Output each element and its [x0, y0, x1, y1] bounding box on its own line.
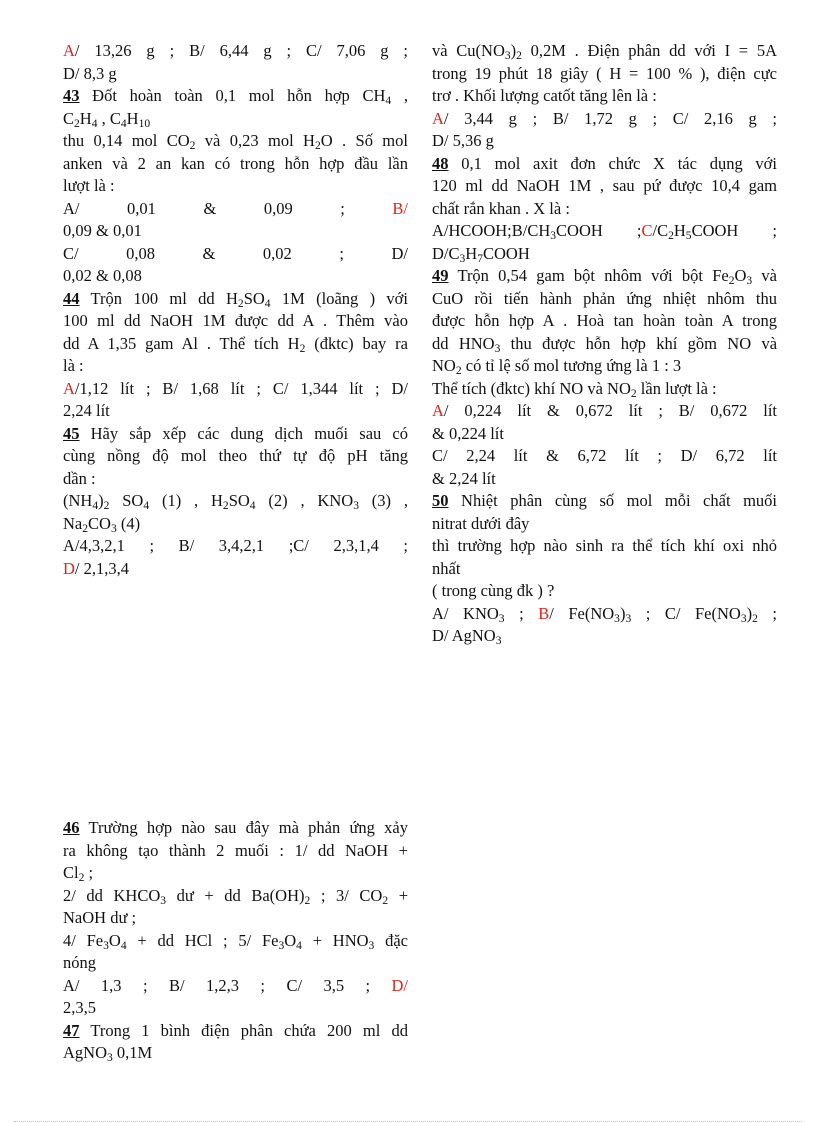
q44-line4: là : [63, 356, 84, 375]
q48-line3: chất rắn khan . X là : [432, 198, 570, 218]
q49-answer-b-cont: & 0,224 lít [432, 423, 504, 443]
q43-option-b-value: 0,09 & 0,01 [63, 221, 142, 240]
q44-line2: 100 ml dd NaOH 1M được dd A . Thêm vào [63, 311, 408, 330]
q43-line1: 43 Đốt hoàn toàn 0,1 mol hỗn hợp $CH_4$ , [63, 86, 409, 107]
right-column [432, 40, 777, 648]
left-column-bottom [63, 817, 408, 1065]
q45-answers: A/4,3,2,1 ; B/ 3,4,2,1 ;C/ 2,3,1,4 ; [63, 536, 409, 555]
q47-answers: A/ 3,44 g ; B/ 1,72 g ; C/ 2,16 g ; [432, 108, 777, 128]
left-column-top [63, 40, 408, 580]
q46-line1: 46 Trường hợp nào sau đây mà phản ứng xảy [63, 818, 408, 837]
q46-line5: NaOH dư ; [63, 908, 137, 927]
q49-line4: dd $HNO_3$ thu được hỗn hợp khí gồm NO và [432, 333, 778, 355]
q49-line5: $NO_2$ có tỉ lệ số mol tương ứng là 1 : 3 [432, 356, 682, 377]
q49-line6: Thể tích (đktc) khí NO và $NO_2$ lần lượt là : [432, 378, 717, 400]
q45-line2: cùng nồng độ mol theo thứ tự độ pH tăng [63, 446, 408, 465]
q43-line5: lượt là : [63, 176, 115, 195]
q44-answers: A/1,12 lít ; B/ 1,68 lít ; C/ 1,344 lít ; D/ [63, 378, 408, 398]
q45-line1: 45 Hãy sắp xếp các dung dịch muối sau có [63, 423, 408, 443]
q47-answer-d: D/ 5,36 g [432, 131, 494, 150]
q43-line3: thu 0,14 mol $CO_2$ và 0,23 mol $H_2O$ . Số mol [63, 131, 408, 152]
q47-cont-line2: trong 19 phút 18 giây ( H = 100 % ), điện cực [432, 63, 777, 83]
q50-answers: A/ $KNO_3$ ; B/ $Fe(NO_3)_3$ ; C/ $Fe(NO_3)_2$ ; [432, 603, 778, 625]
q46-answers: A/ 1,3 ; B/ 1,2,3 ; C/ 3,5 ; D/ [63, 975, 409, 995]
q50-line5: ( trong cùng đk ) ? [432, 581, 555, 600]
q45-answer-d: D/ 2,1,3,4 [63, 558, 130, 578]
q48-line1: 48 0,1 mol axit đơn chức X tác dụng với [432, 153, 777, 173]
q43-line2: $C_2H_4$ , $C_4H_{10}$ [63, 108, 151, 130]
q46-line7: nóng [63, 953, 96, 972]
q46-line2: ra không tạo thành 2 muối : 1/ dd NaOH + [63, 840, 408, 860]
q43-options-ab: A/ 0,01 & 0,09 ; B/ [63, 198, 408, 218]
q49-line3: được hỗn hợp A . Hoà tan hoàn toàn A trong [432, 311, 777, 330]
q48-line2: 120 ml dd NaOH 1M , sau pứ được 10,4 gam [432, 176, 777, 195]
q45-line3: dần : [63, 468, 96, 488]
q50-line3: thì trường hợp nào sinh ra thể tích khí oxi nhỏ [432, 536, 777, 555]
q43-line4: anken và 2 an kan có trong hỗn hợp đầu lần [63, 153, 408, 173]
q49-line2: CuO rồi tiến hành phản ứng nhiệt nhôm thu [432, 288, 777, 308]
q47-line2: AgNO$_3$ 0,1M [63, 1043, 153, 1064]
q49-answers-cd: C/ 2,24 lít & 6,72 lít ; D/ 6,72 lít [432, 446, 777, 465]
q47-cont-line1: và $Cu(NO_3)_2$ 0,2M . Điện phân dd với I = 5A [432, 41, 777, 62]
q48-line5: $D/C_3H_7COOH$ [432, 243, 530, 265]
q49-line1: 49 Trộn 0,54 gam bột nhôm với bột $Fe_2O_3$ và [432, 266, 777, 287]
q45-line5: $Na_2CO_3$ (4) [63, 513, 141, 535]
q49-answer-d-cont: & 2,24 lít [432, 468, 496, 488]
q44-line1: 44 Trộn 100 ml dd $H_2SO_4$ 1M (loãng ) với [63, 288, 408, 310]
q46-line6: 4/ $Fe_3O_4$ + dd HCl ; 5/ $Fe_3O_4 + HNO_3$ đặc [63, 930, 408, 952]
q47-line1: 47 Trong 1 bình điện phân chứa 200 ml dd [63, 1020, 408, 1040]
q42-answers-line1: A/ 13,26 g ; B/ 6,44 g ; C/ 7,06 g ; [63, 41, 409, 60]
q47-cont-line3: trơ . Khối lượng catốt tăng lên là : [432, 86, 657, 105]
q49-answers-ab: A/ 0,224 lít & 0,672 lít ; B/ 0,672 lít [432, 401, 778, 420]
q46-answer-d-value: 2,3,5 [63, 998, 96, 1017]
q46-line3: $Cl_2$ ; [63, 863, 94, 884]
q50-answer-d: D/ AgNO$_3$ [432, 626, 502, 647]
q48-line4: $A/HCOOH;B/CH_3COOH$ $;C/C_2H_5COOH$ ; [432, 221, 778, 242]
q43-option-d-value: 0,02 & 0,08 [63, 266, 142, 285]
q46-line4: 2/ dd $KHCO_3$ dư + dd $Ba(OH)_2$ ; 3/ $CO_2$ + [63, 885, 409, 907]
q45-line4: $(NH_4)_2$ $SO_4$ (1) , $H_2SO_4$ (2) , $KNO_3$ (3) , [63, 491, 409, 512]
q44-line3: dd A 1,35 gam Al . Thể tích $H_2$ (đktc) bay ra [63, 333, 408, 355]
q42-answers-line2: D/ 8,3 g [63, 63, 117, 83]
q44-answer-d-value: 2,24 lít [63, 401, 110, 420]
q50-line4: nhất [432, 558, 461, 578]
page-bottom-rule [14, 1121, 802, 1122]
q43-options-cd: C/ 0,08 & 0,02 ; D/ [63, 243, 408, 263]
q50-line2: nitrat dưới đây [432, 513, 530, 533]
q50-line1: 50 Nhiệt phân cùng số mol mỗi chất muối [432, 491, 777, 510]
